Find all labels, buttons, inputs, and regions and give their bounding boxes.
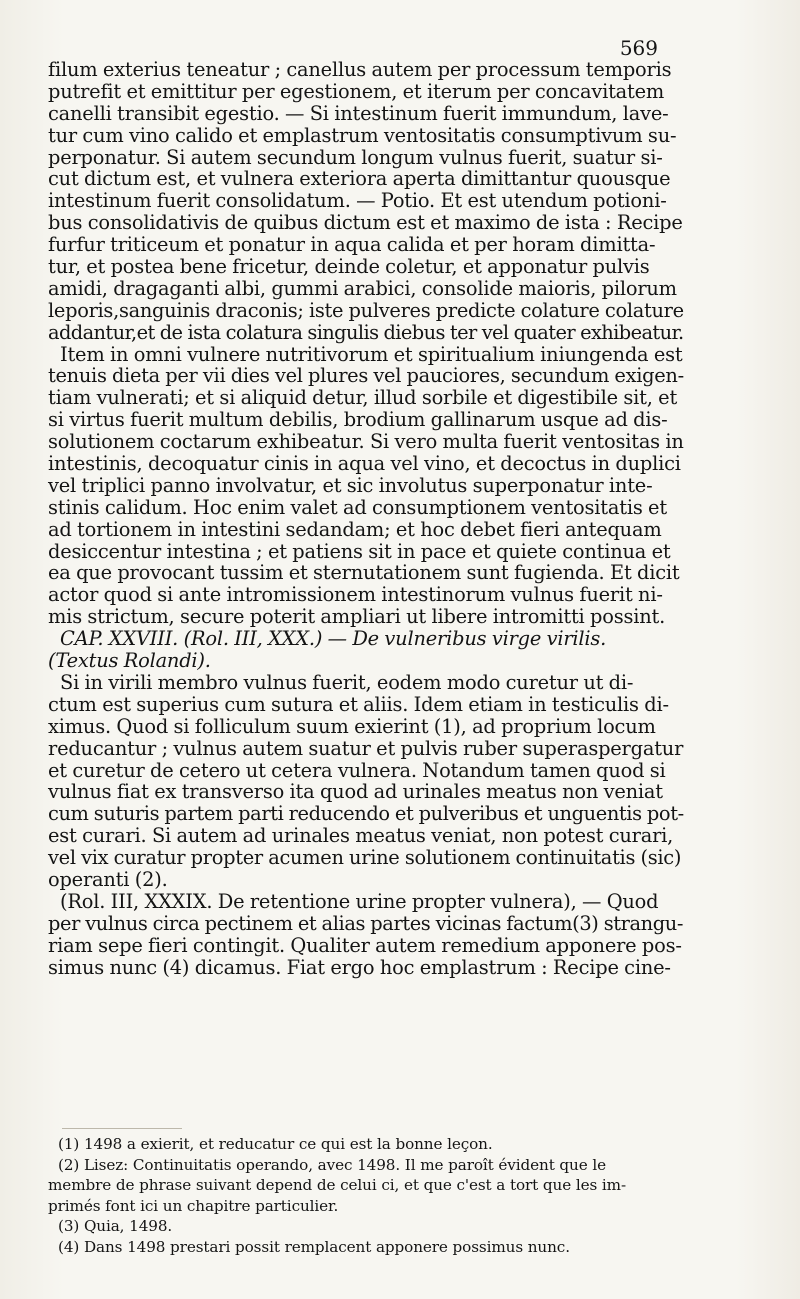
footnote: (1) 1498 a exierit, et reducatur ce qui est la bonne leçon. <box>58 1135 493 1153</box>
text-line: perponatur. Si autem secundum longum vulnus fuerit, suatur si- <box>48 145 663 169</box>
text-line: putrefit et emittitur per egestionem, et iterum per concavitatem <box>48 79 665 103</box>
text-line: intestinis, decoquatur cinis in aqua vel vino, et decoctus in duplici <box>48 452 681 476</box>
text-line: et curetur de cetero ut cetera vulnera. Notandum tamen quod si <box>48 758 666 782</box>
text-line: tenuis dieta per vii dies vel plures vel pauciores, secundum exigen- <box>48 364 684 388</box>
text-line: ctum est superius cum sutura et aliis. Idem etiam in testiculis di- <box>48 692 669 716</box>
text-line: reducantur ; vulnus autem suatur et pulvis ruber superaspergatur <box>48 736 684 760</box>
text-line: tur, et postea bene fricetur, deinde coletur, et apponatur pulvis <box>48 255 650 279</box>
main-text <box>48 59 686 978</box>
text-line: leporis,sanguinis draconis; iste pulveres predicte colature colature <box>48 298 684 322</box>
text-line: bus consolidativis de quibus dictum est et maximo de ista : Recipe <box>48 211 683 235</box>
footnote-divider <box>62 1128 182 1129</box>
text-line: riam sepe fieri contingit. Qualiter autem remedium apponere pos- <box>48 933 682 957</box>
text-line: cum suturis partem parti reducendo et pulveribus et unguentis pot- <box>48 802 684 826</box>
text-line: vel triplici panno involvatur, et sic involutus superponatur inte- <box>48 473 653 497</box>
text-line: intestinum fuerit consolidatum. — Potio. Et est utendum potioni- <box>48 189 667 213</box>
text-line: mis strictum, secure poterit ampliari ut libere intromitti possint. <box>48 605 666 629</box>
text-line: ea que provocant tussim et sternutationem sunt fugienda. Et dicit <box>48 561 680 585</box>
footnotes <box>48 1134 696 1258</box>
text-line: solutionem coctarum exhibeatur. Si vero multa fuerit ventositas in <box>48 430 684 454</box>
text-line: desiccentur intestina ; et patiens sit in pace et quiete continua et <box>48 539 671 563</box>
page-number: 569 <box>619 36 658 60</box>
text-line: vel vix curatur propter acumen urine solutionem continuitatis (sic) <box>48 846 682 870</box>
text-line: stinis calidum. Hoc enim valet ad consumptionem ventositatis et <box>48 495 667 519</box>
chapter-heading: CAP. XXVIII. (Rol. III, XXX.) — De vulneribus virge virilis. <box>60 627 607 651</box>
text-line: tur cum vino calido et emplastrum ventositatis consumptivum su- <box>48 123 677 147</box>
text-line: ximus. Quod si folliculum suum exierint (1), ad proprium locum <box>48 714 656 738</box>
text-line: Item in omni vulnere nutritivorum et spiritualium iniungenda est <box>60 342 683 366</box>
footnote: (2) Lisez: Continuitatis operando, avec 1498. Il me paroît évident que le <box>58 1155 606 1174</box>
footnote-continuation: primés font ici un chapitre particulier. <box>48 1196 339 1215</box>
text-line: actor quod si ante intromissionem intestinorum vulnus fuerit ni- <box>48 583 663 607</box>
footnote: (3) Quia, 1498. <box>58 1217 173 1236</box>
text-line: tiam vulnerati; et si aliquid detur, illud sorbile et digestibile sit, et <box>48 386 678 410</box>
text-line: operanti (2). <box>48 867 168 891</box>
text-line: cut dictum est, et vulnera exteriora aperta dimittantur quousque <box>48 167 671 191</box>
text-line: filum exterius teneatur ; canellus autem per processum temporis <box>48 58 672 81</box>
text-line: addantur,et de ista colatura singulis diebus ter vel quater exhibeatur. <box>48 320 684 344</box>
text-line: per vulnus circa pectinem et alias partes vicinas factum(3) strangu- <box>48 911 684 935</box>
text-line: furfur triticeum et ponatur in aqua calida et per horam dimitta- <box>48 233 656 257</box>
footnote-continuation: membre de phrase suivant depend de celui ci, et que c'est a tort que les im- <box>48 1176 626 1195</box>
text-line: amidi, dragaganti albi, gummi arabici, consolide maioris, pilorum <box>48 276 677 300</box>
text-line: Si in virili membro vulnus fuerit, eodem modo curetur ut di- <box>60 670 634 694</box>
text-line: si virtus fuerit multum debilis, brodium gallinarum usque ad dis- <box>48 408 668 432</box>
section-heading-line: (Rol. III, XXXIX. De retentione urine propter vulnera), — Quod <box>60 889 659 913</box>
footnote: (4) Dans 1498 prestari possit remplacent apponere possimus nunc. <box>58 1237 570 1256</box>
text-line: canelli transibit egestio. — Si intestinum fuerit immundum, lave- <box>48 101 669 125</box>
chapter-heading-note: (Textus Rolandi). <box>48 649 211 673</box>
text-line: simus nunc (4) dicamus. Fiat ergo hoc emplastrum : Recipe cine- <box>48 955 671 979</box>
text-line: ad tortionem in intestini sedandam; et hoc debet fieri antequam <box>48 517 662 541</box>
text-line: vulnus fiat ex transverso ita quod ad urinales meatus non veniat <box>48 780 663 804</box>
text-line: est curari. Si autem ad urinales meatus veniat, non potest curari, <box>48 824 674 848</box>
